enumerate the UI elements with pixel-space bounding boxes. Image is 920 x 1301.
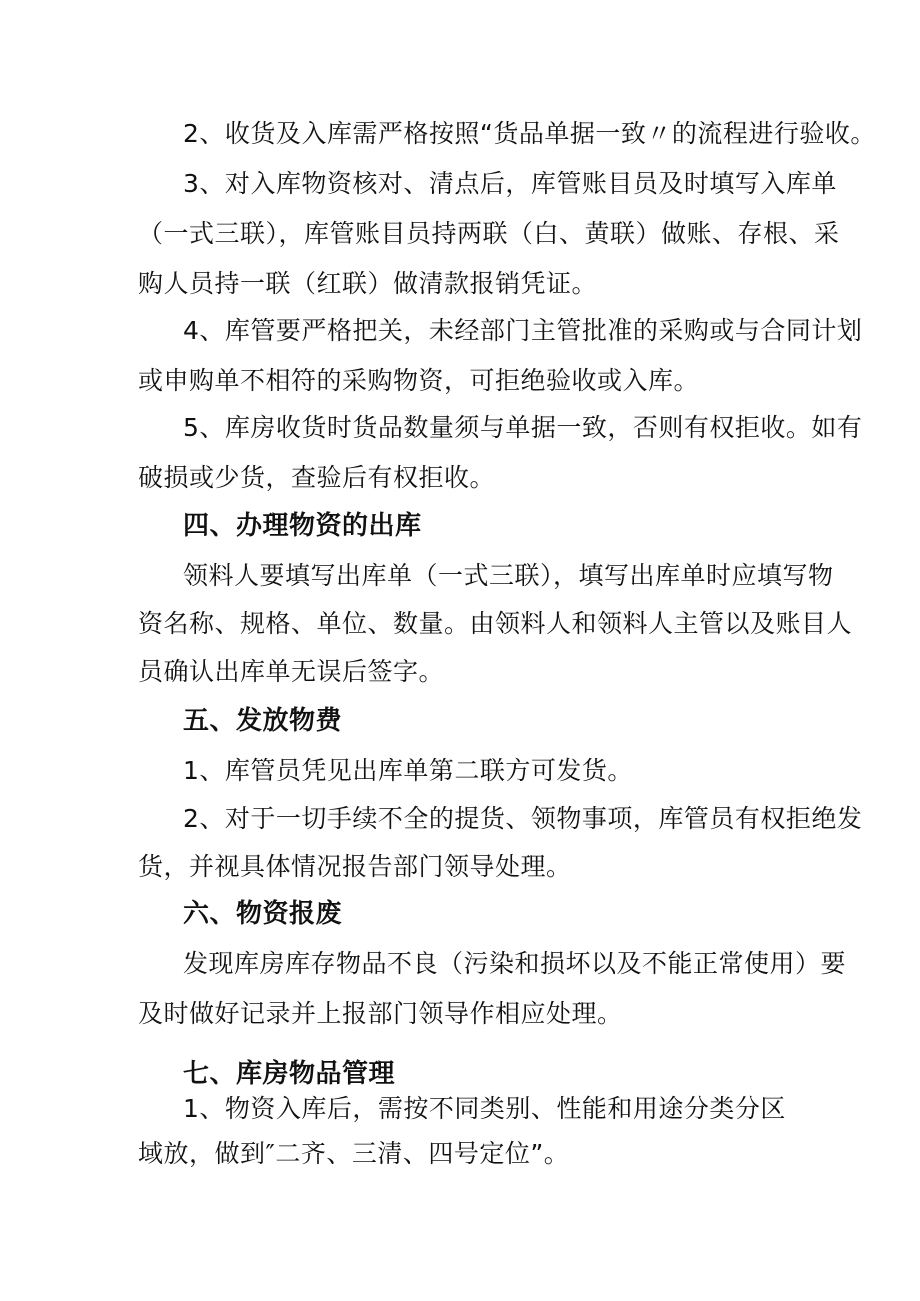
warehouse-management-item-1-line-1: 1、物资入库后，需按不同类别、性能和用途分类分区 [183, 1094, 786, 1123]
paragraph-3-line-3: 购人员持一联（红联）做清款报销凭证。 [138, 269, 598, 298]
section-heading-warehouse-management: 七、库房物品管理 [183, 1059, 396, 1089]
paragraph-5-line-1: 5、库房收货时货品数量须与单据一致，否则有权拒收。如有 [183, 413, 863, 442]
distribution-item-1: 1、库管员凭见出库单第二联方可发货。 [183, 756, 633, 785]
paragraph-4-line-1: 4、库管要严格把关，未经部门主管批准的采购或与合同计划 [183, 316, 863, 345]
scrap-paragraph-line-1: 发现库房库存物品不良（污染和损坏以及不能正常使用）要 [183, 949, 847, 978]
warehouse-management-item-1-line-2: 域放，做到″二齐、三清、四号定位”。 [138, 1139, 570, 1168]
outbound-paragraph-line-1: 领料人要填写出库单（一式三联），填写出库单时应填写物 [183, 561, 834, 590]
section-heading-distribution: 五、发放物费 [183, 706, 343, 736]
section-heading-scrap: 六、物资报废 [183, 899, 343, 929]
paragraph-2-line-1: 2、收货及入库需严格按照“货品单据一致〃的流程进行验收。 [183, 119, 876, 148]
paragraph-3-line-1: 3、对入库物资核对、清点后，库管账目员及时填写入库单 [183, 169, 837, 198]
paragraph-4-line-2: 或申购单不相符的采购物资，可拒绝验收或入库。 [138, 366, 700, 395]
paragraph-3-line-2: （一式三联），库管账目员持两联（白、黄联）做账、存根、采 [138, 219, 840, 248]
outbound-paragraph-line-3: 员确认出库单无误后签字。 [138, 657, 445, 686]
paragraph-5-line-2: 破损或少货，查验后有权拒收。 [138, 463, 496, 492]
outbound-paragraph-line-2: 资名称、规格、单位、数量。由领料人和领料人主管以及账目人 [138, 609, 853, 638]
distribution-item-2-line-1: 2、对于一切手续不全的提货、领物事项，库管员有权拒绝发 [183, 804, 863, 833]
section-heading-outbound: 四、办理物资的出库 [183, 511, 422, 541]
distribution-item-2-line-2: 货，并视具体情况报告部门领导处理。 [138, 852, 572, 881]
scrap-paragraph-line-2: 及时做好记录并上报部门领导作相应处理。 [138, 999, 623, 1028]
